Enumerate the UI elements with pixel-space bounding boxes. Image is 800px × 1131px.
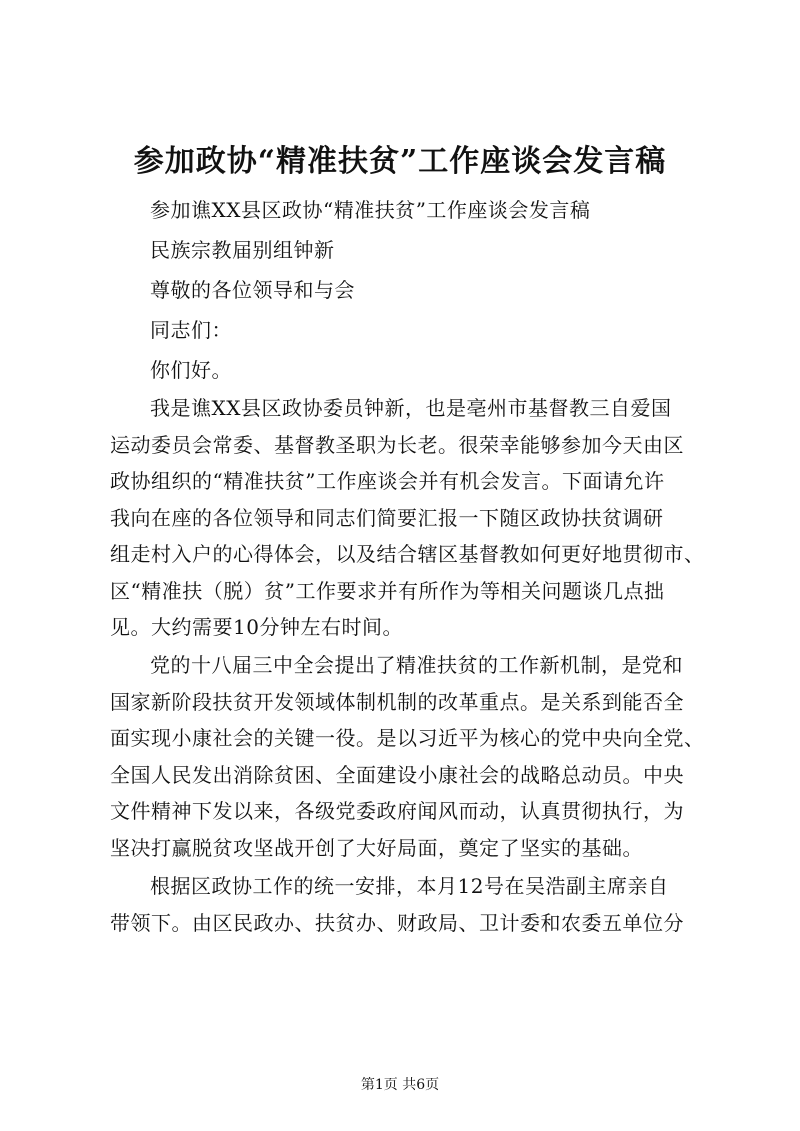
- paragraph-3: [110, 868, 710, 941]
- paragraph-line: 党的十八届三中全会提出了精准扶贫的工作新机制，是党和: [150, 653, 683, 677]
- paragraph-1: [110, 390, 710, 646]
- intro-line: 民族宗教届别组钟新: [150, 238, 335, 262]
- paragraph-line: 坚决打赢脱贫攻坚战开创了大好局面，奠定了坚实的基础。: [110, 835, 643, 860]
- paragraph-2: [110, 647, 710, 866]
- paragraph-line: 国家新阶段扶贫开发领域体制机制的改革重点。是关系到能否全: [110, 689, 684, 714]
- paragraph-line: 全国人民发出消除贫困、全面建设小康社会的战略总动员。中央: [110, 762, 684, 787]
- intro-block: [150, 190, 750, 390]
- paragraph-line: 组走村入户的心得体会，以及结合辖区基督教如何更好地贯彻市、: [110, 542, 705, 566]
- paragraph-line: 区“精准扶（脱）贫”工作要求并有所作为等相关问题谈几点拙: [110, 578, 665, 603]
- intro-line: 尊敬的各位领导和与会: [150, 278, 355, 302]
- paragraph-line: 文件精神下发以来，各级党委政府闻风而动，认真贯彻执行，为: [110, 799, 684, 823]
- intro-line: 同志们：: [150, 318, 232, 342]
- paragraph-line: 根据区政协工作的统一安排，本月12号在吴浩副主席亲自: [150, 874, 669, 898]
- paragraph-line: 我是谯XX县区政协委员钟新，也是亳州市基督教三自爱国: [150, 396, 672, 420]
- paragraph-line: 面实现小康社会的关键一役。是以习近平为核心的党中央向全党、: [110, 726, 705, 750]
- paragraph-line: 政协组织的“精准扶贫”工作座谈会并有机会发言。下面请允许: [110, 469, 665, 493]
- paragraph-line: 见。大约需要10分钟左右时间。: [110, 615, 403, 639]
- document-title: 参加政协“精准扶贫”工作座谈会发言稿: [133, 144, 667, 179]
- page-footer: 第1页 共6页: [360, 1077, 440, 1093]
- paragraph-line: 运动委员会常委、基督教圣职为长老。很荣幸能够参加今天由区: [110, 432, 684, 457]
- intro-line: 你们好。: [150, 358, 232, 382]
- intro-line: 参加谯XX县区政协“精准扶贫”工作座谈会发言稿: [150, 198, 591, 222]
- paragraph-line: 我向在座的各位领导和同志们简要汇报一下随区政协扶贫调研: [110, 505, 664, 530]
- paragraph-line: 带领下。由区民政办、扶贫办、财政局、卫计委和农委五单位分: [110, 910, 684, 935]
